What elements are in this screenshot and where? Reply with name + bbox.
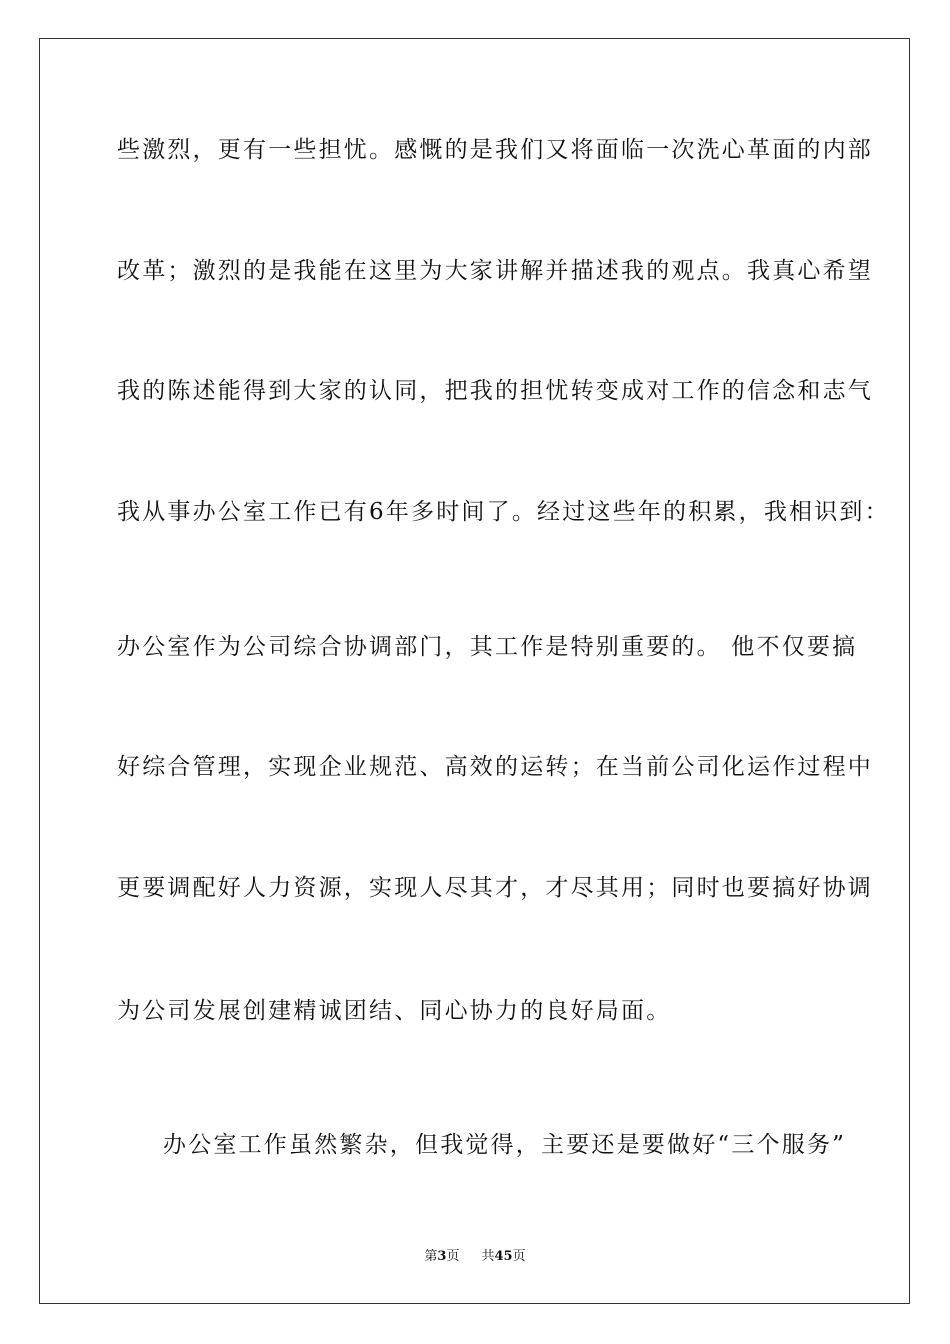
- page-footer: [0, 1248, 950, 1266]
- total-suffix: 页: [512, 1249, 526, 1264]
- page-suffix: 页: [446, 1249, 460, 1264]
- page-number: 3: [437, 1249, 447, 1264]
- body-text-line-8: 为公司发展创建精诚团结、同心协力的良好局面。: [117, 998, 672, 1024]
- body-text-line-3: 我的陈述能得到大家的认同，把我的担忧转变成对工作的信念和志气: [117, 378, 873, 404]
- body-text-line-7: 更要调配好人力资源，实现人尽其才，才尽其用；同时也要搞好协调: [117, 875, 873, 901]
- total-prefix: 共: [481, 1249, 495, 1264]
- body-text-line-4: 我从事办公室工作已有6年多时间了。经过这些年的积累，我相识到：: [117, 499, 890, 525]
- total-pages: 45: [494, 1249, 513, 1264]
- body-text-line-5: 办公室作为公司综合协调部门，其工作是特别重要的。 他不仅要搞: [117, 634, 858, 660]
- page-prefix: 第: [424, 1249, 438, 1264]
- body-text-line-9: 办公室工作虽然繁杂，但我觉得，主要还是要做好“三个服务”: [163, 1132, 847, 1158]
- page-border: [39, 38, 910, 1304]
- body-text-line-1: 些激烈，更有一些担忧。感慨的是我们又将面临一次洗心革面的内部: [117, 137, 873, 163]
- body-text-line-2: 改革；激烈的是我能在这里为大家讲解并描述我的观点。我真心希望: [117, 258, 873, 284]
- body-text-line-6: 好综合管理，实现企业规范、高效的运转；在当前公司化运作过程中: [117, 754, 873, 780]
